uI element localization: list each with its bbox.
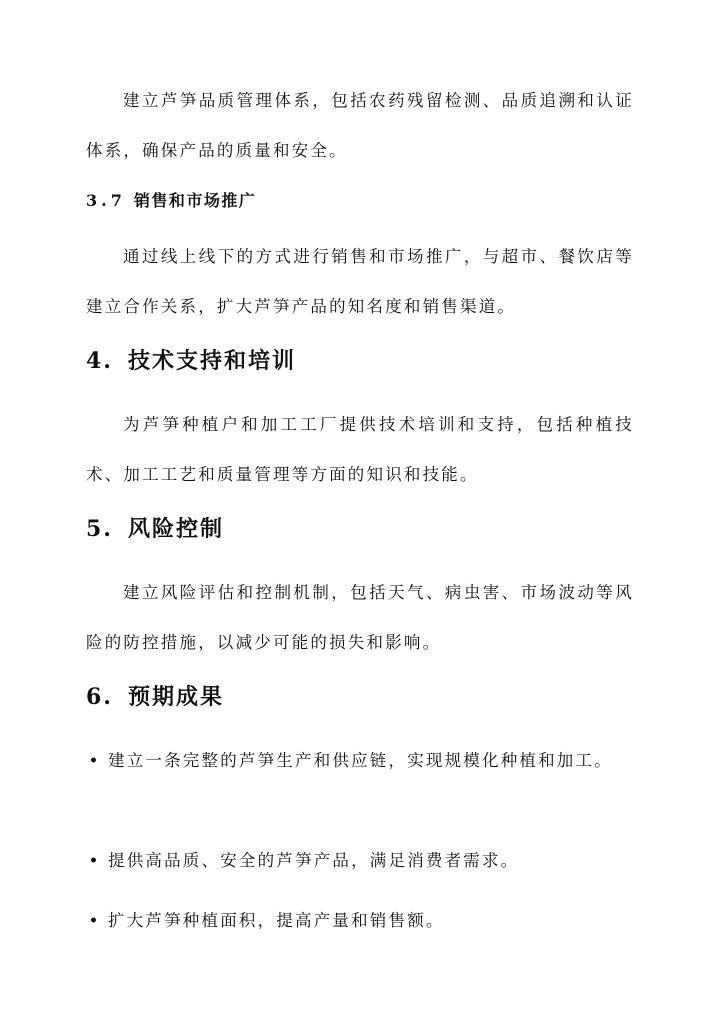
bullet-point-icon: •	[89, 913, 101, 929]
section-number: 6.	[86, 684, 113, 710]
paragraph-sales-marketing: 通过线上线下的方式进行销售和市场推广，与超市、餐饮店等建立合作关系，扩大芦笋产品的知名度和销售渠道。	[86, 247, 634, 316]
section-number: 5.	[86, 516, 113, 542]
subsection-title: 销售和市场推广	[133, 191, 257, 210]
section-title: 技术支持和培训	[128, 348, 297, 374]
section-heading-5	[86, 512, 224, 543]
bullet-item-supply-chain	[89, 736, 628, 786]
bullet-item-expand-area	[89, 896, 628, 946]
bullet-item-quality-products	[89, 836, 628, 886]
section-heading-4	[86, 344, 296, 375]
section-title: 预期成果	[128, 684, 225, 710]
bullet-point-icon: •	[89, 853, 101, 869]
bullet-point-icon: •	[89, 753, 101, 769]
bullet-text: 扩大芦笋种植面积，提高产量和销售额。	[108, 911, 445, 930]
bullet-text: 提供高品质、安全的芦笋产品，满足消费者需求。	[108, 851, 520, 870]
paragraph-quality-management: 建立芦笋品质管理体系，包括农药残留检测、品质追溯和认证体系，确保产品的质量和安全。	[86, 91, 634, 160]
paragraph-technical-support: 为芦笋种植户和加工工厂提供技术培训和支持，包括种植技术、加工工艺和质量管理等方面的知识和技能。	[86, 415, 634, 484]
bullet-text: 建立一条完整的芦笋生产和供应链，实现规模化种植和加工。	[108, 751, 613, 770]
section-number: 4.	[86, 348, 113, 374]
subsection-heading-3-7	[86, 188, 256, 211]
section-title: 风险控制	[128, 516, 225, 542]
section-heading-6	[86, 680, 224, 711]
paragraph-risk-control: 建立风险评估和控制机制，包括天气、病虫害、市场波动等风险的防控措施，以减少可能的损失和影响。	[86, 583, 634, 652]
subsection-number: 3.7	[86, 191, 126, 210]
